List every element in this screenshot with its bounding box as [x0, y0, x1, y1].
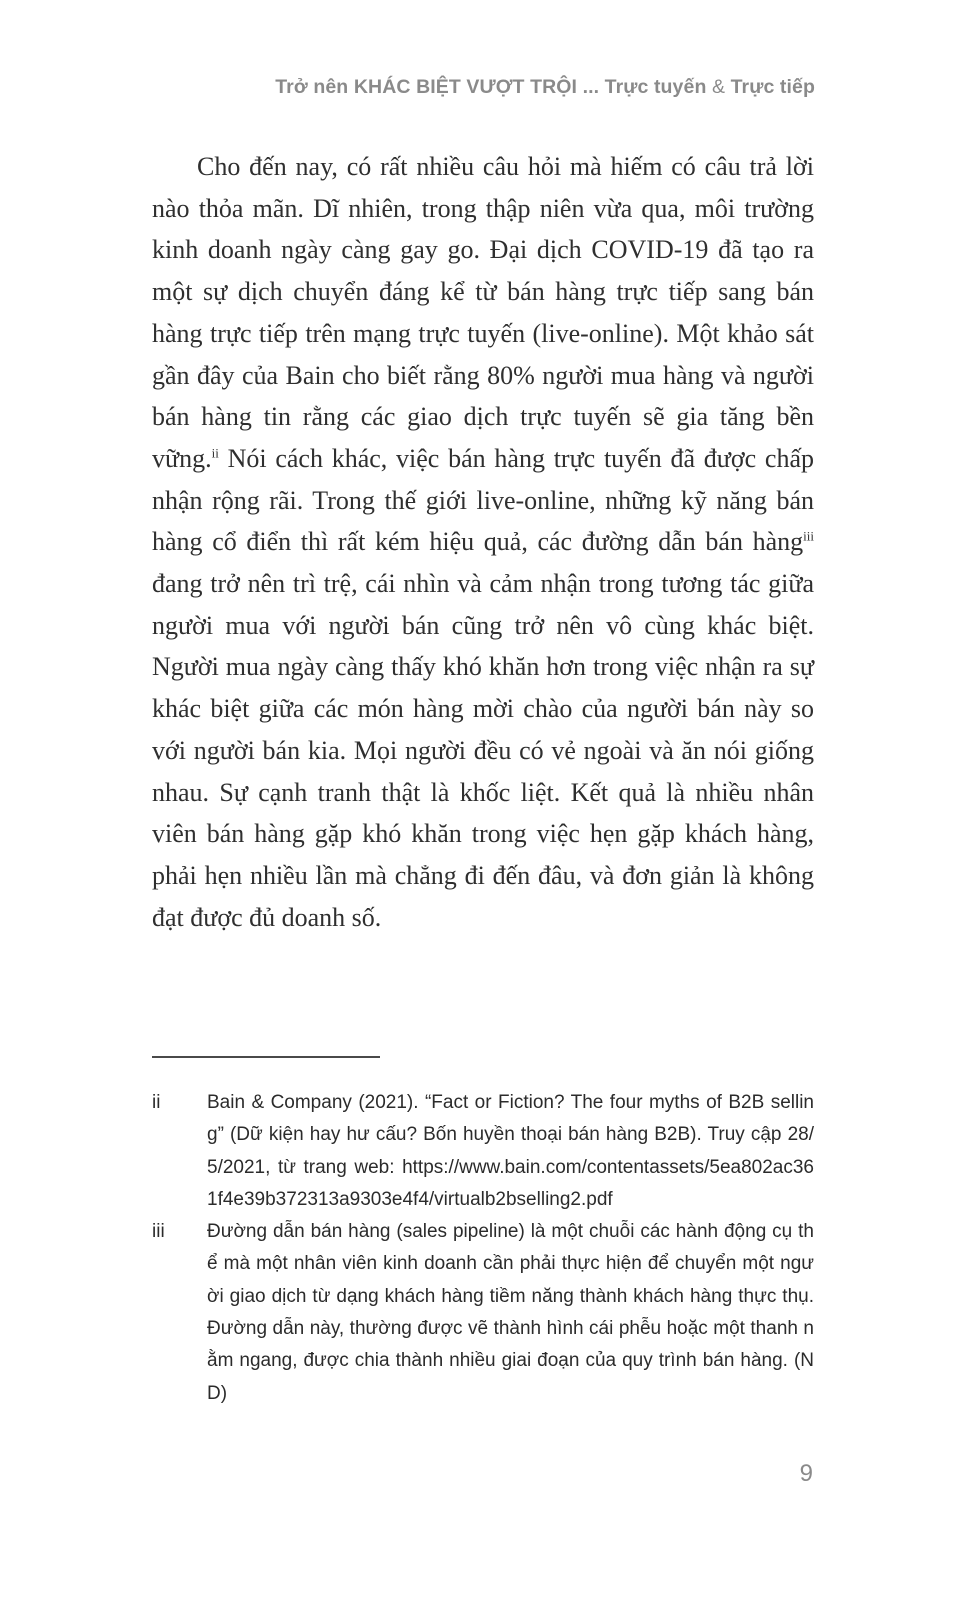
body-text-part-1: Cho đến nay, có rất nhiều câu hỏi mà hiếm có câu trả lời nào thỏa mãn. Dĩ nhiên, trong thập niên vừa qua, môi trường kinh doanh ngày càng gay go. Đại dịch COVID-19 đã tạo ra một sự dịch chuyển đáng kể từ bán hàng trực tiếp sang bán hàng trực tiếp trên mạng trực tuyến (live-online). Một khảo sát gần đây của Bain cho biết rằng 80% người mua hàng và người bán hàng tin rằng các giao dịch trực tuyến sẽ gia tăng bền vững.: [152, 152, 814, 473]
running-header-title-end: Trực tiếp: [730, 76, 815, 98]
footnote-ref-ii[interactable]: ii: [211, 445, 219, 461]
footnotes: [152, 1087, 814, 1410]
footnote-ii: [152, 1087, 814, 1216]
page-number: 9: [799, 1460, 813, 1487]
body-text-part-2: Nói cách khác, việc bán hàng trực tuyến đã được chấp nhận rộng rãi. Trong thế giới live-online, những kỹ năng bán hàng cổ điển thì rất kém hiệu quả, các đường dẫn bán hàng: [152, 443, 814, 557]
footnote-iii: [152, 1216, 814, 1410]
footnote-text: Đường dẫn bán hàng (sales pipeline) là một chuỗi các hành động cụ thể mà một nhân viên kinh doanh cần phải thực hiện để chuyển một người giao dịch từ dạng khách hàng tiềm năng thành khách hàng thực thụ. Đường dẫn này, thường được vẽ thành hình cái phễu hoặc một thanh nằm ngang, được chia thành nhiều giai đoạn của quy trình bán hàng. (ND): [207, 1221, 814, 1404]
running-header: [275, 76, 815, 99]
running-header-title: Trở nên KHÁC BIỆT VƯỢT TRỘI ... Trực tuyến: [275, 76, 707, 98]
footnote-text: Bain & Company (2021). “Fact or Fiction? The four myths of B2B selling” (Dữ kiện hay hư cấu? Bốn huyền thoại bán hàng B2B). Truy cập 28/5/2021, từ trang web: https://www.bain.com/contentassets/5ea802ac361f4e39b372313a9303e4f4/virtualb2bselling2.pdf: [207, 1092, 814, 1210]
body-paragraph: [152, 146, 814, 938]
body-text-part-3: đang trở nên trì trệ, cái nhìn và cảm nhận trong tương tác giữa người mua với người bán cũng trở nên vô cùng khác biệt. Người mua ngày càng thấy khó khăn hơn trong việc nhận ra sự khác biệt giữa các món hàng mời chào của người bán này so với người bán kia. Mọi người đều có vẻ ngoài và ăn nói giống nhau. Sự cạnh tranh thật là khốc liệt. Kết quả là nhiều nhân viên bán hàng gặp khó khăn trong việc hẹn gặp khách hàng, phải hẹn nhiều lần mà chẳng đi đến đâu, và đơn giản là không đạt được đủ doanh số.: [152, 569, 814, 932]
footnote-ref-iii[interactable]: iii: [803, 528, 814, 544]
footnote-marker: ii: [152, 1092, 161, 1113]
running-header-ampersand: &: [711, 76, 726, 98]
footnote-marker: iii: [152, 1221, 165, 1243]
footnote-divider: [152, 1056, 380, 1058]
